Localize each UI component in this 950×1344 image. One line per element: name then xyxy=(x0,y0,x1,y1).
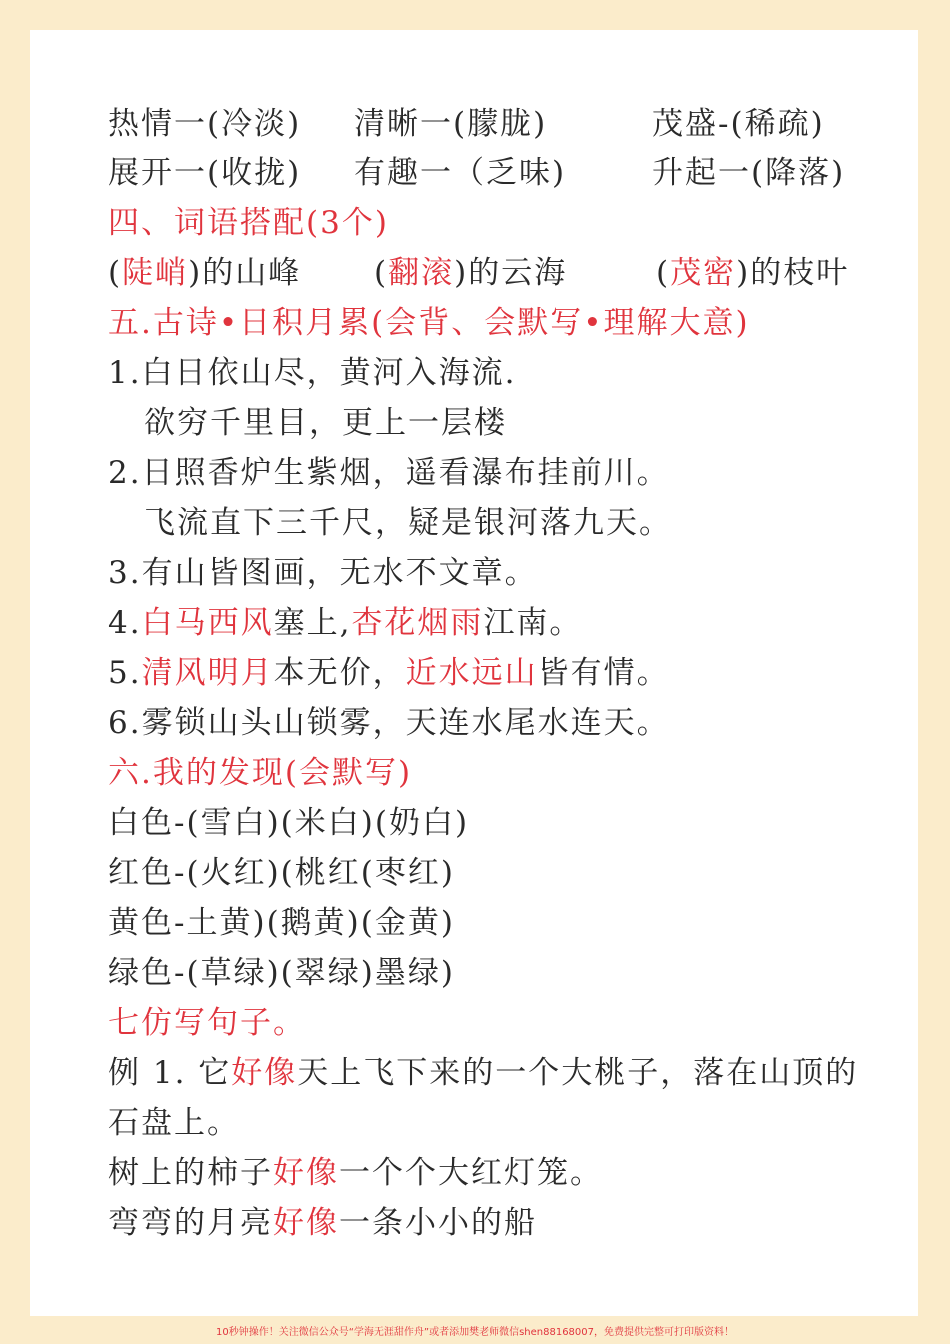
color-words-white: 白色-(雪白)(米白)(奶白) xyxy=(108,805,470,841)
highlight-phrase: 好像 xyxy=(273,1205,339,1241)
imitation-sentence-2: 弯弯的月亮好像一条小小的船 xyxy=(108,1205,537,1241)
example-sentence-1-cont: 石盘上。 xyxy=(108,1105,240,1141)
antonym-pair: 展开一(收拢) xyxy=(108,155,302,191)
section-7-heading: 七仿写句子。 xyxy=(108,1005,306,1041)
poem-2-line-1: 2.日照香炉生紫烟，遥看瀑布挂前川。 xyxy=(108,455,670,491)
antonym-pair: 有趣一（乏味) xyxy=(354,155,567,191)
collocation-item: (翻滚)的云海 xyxy=(374,255,568,291)
collocation-item: (陡峭)的山峰 xyxy=(108,255,302,291)
antonym-pair: 茂盛-(稀疏) xyxy=(652,106,825,142)
poem-6: 6.雾锁山头山锁雾，天连水尾水连天。 xyxy=(108,705,670,741)
poem-5: 5.清风明月本无价，近水远山皆有情。 xyxy=(108,655,670,691)
poem-2-line-2: 飞流直下三千尺，疑是银河落九天。 xyxy=(144,505,672,541)
antonym-pair: 热情一(冷淡) xyxy=(108,106,302,142)
color-words-red: 红色-(火红)(桃红(枣红) xyxy=(108,855,455,891)
highlight-phrase: 白马西风 xyxy=(141,605,274,641)
imitation-sentence-1: 树上的柿子好像一个个大红灯笼。 xyxy=(108,1155,603,1191)
section-6-heading: 六.我的发现(会默写) xyxy=(108,755,413,791)
section-5-heading: 五.古诗•日积月累(会背、会默写•理解大意) xyxy=(108,305,750,341)
collocation-item: (茂密)的枝叶 xyxy=(656,255,850,291)
footer-notice: 10秒钟操作！关注微信公众号“学海无涯甜作舟”或者添加樊老师微信shen88168007，免费提供完整可打印版资料！ xyxy=(215,1327,735,1338)
poem-1-line-2: 欲穷千里目，更上一层楼 xyxy=(144,405,507,441)
poem-1-line-1: 1.白日依山尽，黄河入海流. xyxy=(108,355,517,391)
highlight-phrase: 近水远山 xyxy=(405,655,538,691)
highlight-phrase: 好像 xyxy=(231,1055,298,1091)
poem-3: 3.有山皆图画，无水不文章。 xyxy=(108,555,538,591)
color-words-yellow: 黄色-土黄)(鹅黄)(金黄) xyxy=(108,905,455,941)
antonym-pair: 升起一(降落) xyxy=(652,155,846,191)
highlight-phrase: 清风明月 xyxy=(141,655,274,691)
antonym-pair: 清晰一(朦胧) xyxy=(354,106,548,142)
poem-4: 4.白马西风塞上,杏花烟雨江南。 xyxy=(108,605,583,641)
color-words-green: 绿色-(草绿)(翠绿)墨绿) xyxy=(108,955,455,991)
section-4-heading: 四、词语搭配(3个) xyxy=(108,205,389,241)
highlight-phrase: 杏花烟雨 xyxy=(351,605,484,641)
example-sentence-1: 例 1. 它好像天上飞下来的一个大桃子，落在山顶的 xyxy=(108,1055,859,1091)
highlight-phrase: 好像 xyxy=(273,1155,339,1191)
